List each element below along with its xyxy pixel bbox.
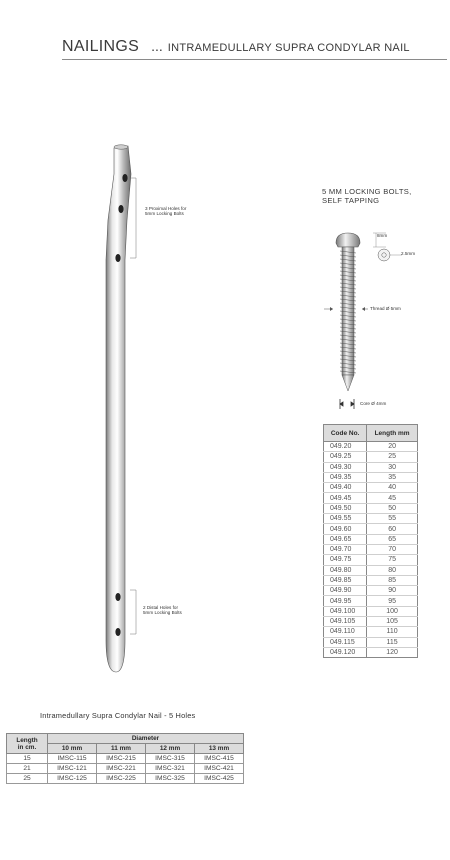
length-cell: 115 xyxy=(367,637,418,647)
table-row xyxy=(324,483,418,493)
table-row xyxy=(324,586,418,596)
length-cell: 75 xyxy=(367,555,418,565)
table-row xyxy=(324,606,418,616)
table-row xyxy=(324,555,418,565)
table-row xyxy=(324,493,418,503)
diameter-col: 10 mm xyxy=(48,744,97,754)
table-row: 25 IMSC-125 IMSC-225 IMSC-325 IMSC-425 xyxy=(7,774,244,784)
table-row xyxy=(324,442,418,452)
table-row xyxy=(324,452,418,462)
category-title: NAILINGS xyxy=(62,38,140,55)
table-row: 21 IMSC-121 IMSC-221 IMSC-321 IMSC-421 xyxy=(7,764,244,774)
length-header: Length in cm. xyxy=(7,734,48,754)
product-title: INTRAMEDULLARY SUPRA CONDYLAR NAIL xyxy=(167,42,410,54)
table-row xyxy=(324,472,418,482)
length-cell: 60 xyxy=(367,524,418,534)
length-cell: 45 xyxy=(367,493,418,503)
table-row xyxy=(324,524,418,534)
table-row xyxy=(324,596,418,606)
code-cell: 049.65 xyxy=(324,534,367,544)
table-row xyxy=(324,647,418,657)
length-cell: 40 xyxy=(367,483,418,493)
nail-image xyxy=(92,140,137,675)
length-cell: 50 xyxy=(367,503,418,513)
length-cell: 85 xyxy=(367,575,418,585)
code-cell: 049.105 xyxy=(324,617,367,627)
proximal-hole xyxy=(122,174,127,182)
distal-holes-callout: 2 Distal Holes for 5mm Locking Bolts xyxy=(143,605,182,616)
length-cell: 25 xyxy=(367,452,418,462)
table-row xyxy=(324,575,418,585)
code-cell: 049.85 xyxy=(324,575,367,585)
head-socket-label: 2.5mm xyxy=(401,251,416,256)
bolt-code-table xyxy=(323,424,418,658)
proximal-hole xyxy=(115,254,120,262)
col-header-code: Code No. xyxy=(324,425,367,442)
size-table-title: Intramedullary Supra Condylar Nail - 5 Holes xyxy=(40,711,196,720)
code-cell: 049.25 xyxy=(324,452,367,462)
code-cell: 049.115 xyxy=(324,637,367,647)
code-cell: 049.20 xyxy=(324,442,367,452)
col-header-length: Length mm xyxy=(367,425,418,442)
table-row xyxy=(324,617,418,627)
proximal-hole xyxy=(118,205,123,213)
title-separator: ... xyxy=(151,38,163,54)
table-row xyxy=(324,503,418,513)
table-row: 15 IMSC-115 IMSC-215 IMSC-315 IMSC-415 xyxy=(7,754,244,764)
length-cell: 110 xyxy=(367,627,418,637)
length-cell: 120 xyxy=(367,647,418,657)
header-rule xyxy=(62,59,447,60)
diameter-col: 13 mm xyxy=(195,744,244,754)
diameter-col: 11 mm xyxy=(97,744,146,754)
length-cell: 95 xyxy=(367,596,418,606)
nail-size-table xyxy=(6,733,244,784)
length-cell: 70 xyxy=(367,544,418,554)
length-cell: 100 xyxy=(367,606,418,616)
code-cell: 049.60 xyxy=(324,524,367,534)
proximal-holes-callout: 3 Proximal Holes for 5mm Locking Bolts xyxy=(145,206,187,217)
code-cell: 049.80 xyxy=(324,565,367,575)
code-cell: 049.90 xyxy=(324,586,367,596)
table-row xyxy=(324,627,418,637)
code-cell: 049.75 xyxy=(324,555,367,565)
table-row xyxy=(324,514,418,524)
table-row xyxy=(324,534,418,544)
code-cell: 049.45 xyxy=(324,493,367,503)
length-cell: 20 xyxy=(367,442,418,452)
distal-hole xyxy=(115,593,120,601)
table-row xyxy=(324,544,418,554)
code-cell: 049.30 xyxy=(324,462,367,472)
length-cell: 90 xyxy=(367,586,418,596)
head-width-label: 8mm xyxy=(377,233,388,238)
code-cell: 049.70 xyxy=(324,544,367,554)
length-cell: 80 xyxy=(367,565,418,575)
length-cell: 30 xyxy=(367,462,418,472)
diameter-header: Diameter xyxy=(48,734,244,744)
code-cell: 049.40 xyxy=(324,483,367,493)
thread-diameter-label: Thread Ø 5mm xyxy=(370,306,401,311)
table-row xyxy=(324,462,418,472)
code-cell: 049.55 xyxy=(324,514,367,524)
code-cell: 049.95 xyxy=(324,596,367,606)
length-cell: 65 xyxy=(367,534,418,544)
bolt-title: 5 MM LOCKING BOLTS, SELF TAPPING xyxy=(322,187,412,205)
code-cell: 049.120 xyxy=(324,647,367,657)
code-cell: 049.110 xyxy=(324,627,367,637)
code-cell: 049.50 xyxy=(324,503,367,513)
length-cell: 105 xyxy=(367,617,418,627)
diameter-col: 12 mm xyxy=(146,744,195,754)
table-row xyxy=(324,565,418,575)
distal-hole xyxy=(115,628,120,636)
code-cell: 049.35 xyxy=(324,472,367,482)
code-cell: 049.100 xyxy=(324,606,367,616)
length-cell: 35 xyxy=(367,472,418,482)
core-diameter-label: Core Ø 4mm xyxy=(360,401,387,406)
length-cell: 55 xyxy=(367,514,418,524)
table-row xyxy=(324,637,418,647)
